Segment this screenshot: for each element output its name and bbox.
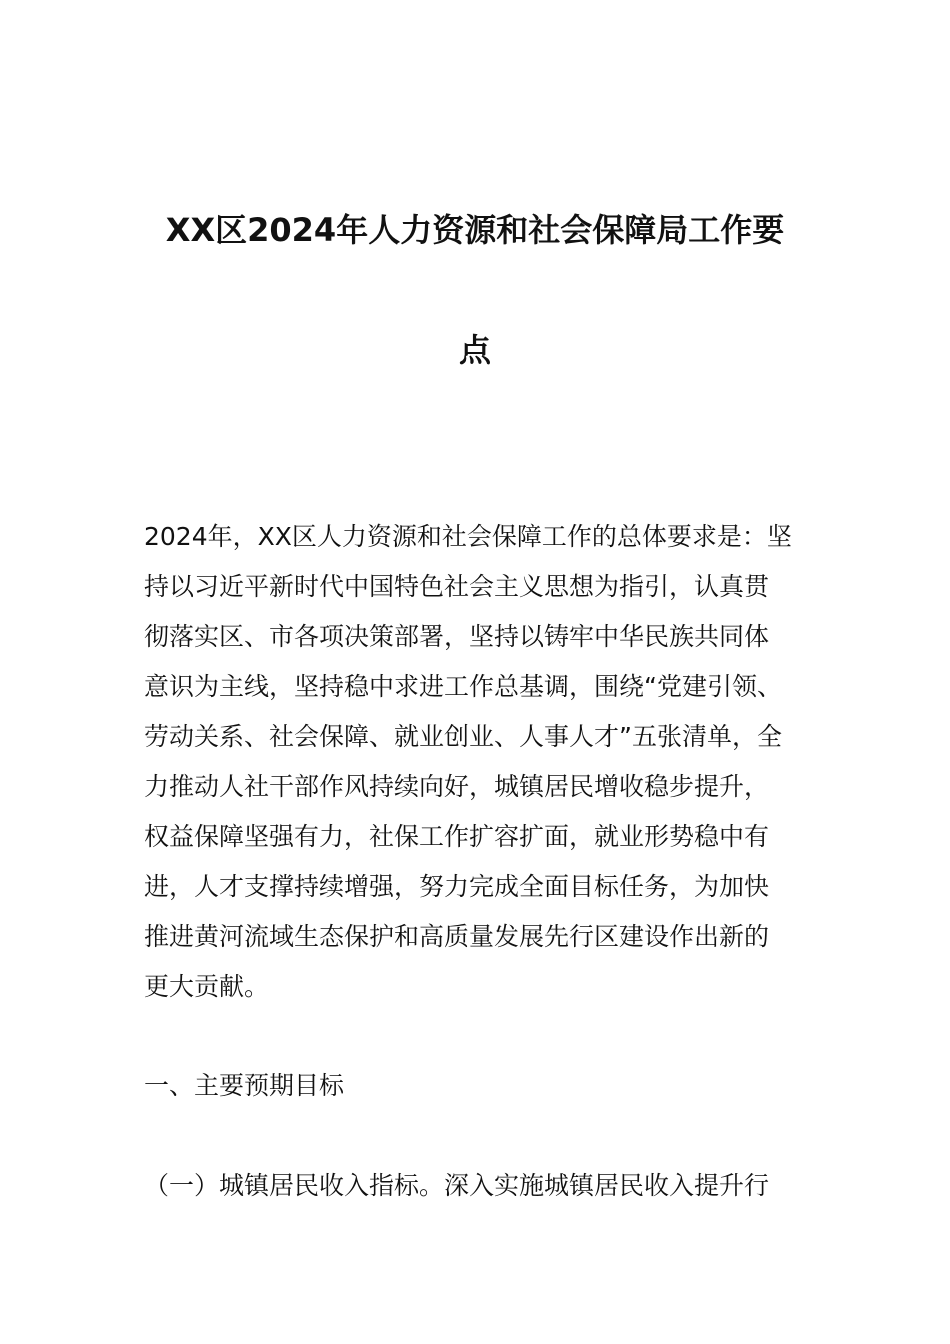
intro-paragraph-line: 推进黄河流域生态保护和高质量发展先行区建设作出新的 — [144, 922, 770, 951]
intro-paragraph-line: 更大贡献。 — [144, 972, 270, 1001]
section-heading: 一、主要预期目标 — [144, 1071, 345, 1100]
intro-paragraph-line: 权益保障坚强有力，社保工作扩容扩面，就业形势稳中有 — [144, 822, 770, 851]
subsection-line: （一）城镇居民收入指标。深入实施城镇居民收入提升行 — [144, 1171, 770, 1200]
intro-paragraph-line: 持以习近平新时代中国特色社会主义思想为指引，认真贯 — [144, 572, 770, 601]
intro-paragraph-line: 力推动人社干部作风持续向好，城镇居民增收稳步提升， — [144, 772, 770, 801]
intro-paragraph-line: 彻落实区、市各项决策部署，坚持以铸牢中华民族共同体 — [144, 622, 770, 651]
intro-paragraph-line: 劳动关系、社会保障、就业创业、人事人才”五张清单，全 — [144, 722, 782, 751]
intro-paragraph-line: 进，人才支撑持续增强，努力完成全面目标任务，为加快 — [144, 872, 770, 901]
document-title-line-1: XX区2024年人力资源和社会保障局工作要 — [165, 211, 785, 249]
intro-paragraph-line: 意识为主线，坚持稳中求进工作总基调，围绕“党建引领、 — [144, 672, 782, 701]
intro-paragraph-line: 2024年，XX区人力资源和社会保障工作的总体要求是：坚 — [144, 522, 792, 551]
document-title-line-2: 点 — [458, 331, 491, 369]
